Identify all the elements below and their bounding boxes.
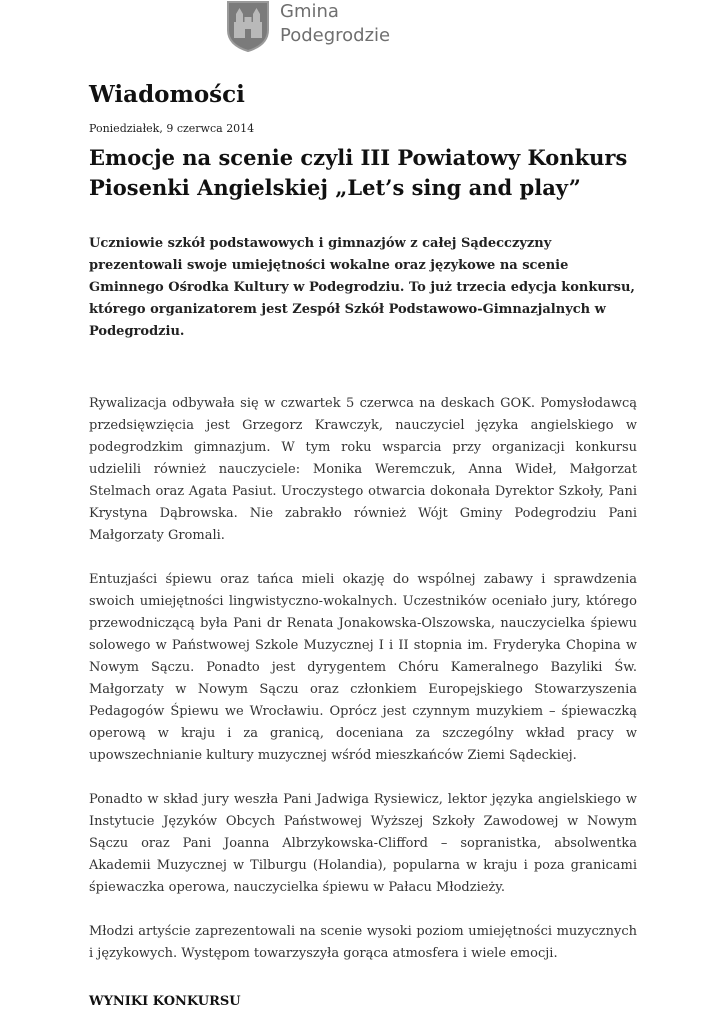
article-paragraph: Rywalizacja odbywała się w czwartek 5 czerwca na deskach GOK. Pomysłodawcą przedsięwzięcia jest Grzegorz Krawczyk, nauczyciel języka angielskiego w podegrodzkim gimnazjum. W tym roku wsparcia przy organizacji konkursu udzielili również nauczyciele: Monika Weremczuk, Anna Wideł, Małgorzat Stelmach oraz Agata Pasiut. Uroczystego otwarcia dokonała Dyrektor Szkoły, Pani Krystyna Dąbrowska. Nie zabrakło również Wójt Gminy Podegrodziu Pani Małgorzaty Gromali.	[89, 396, 637, 543]
site-name-line1: Gmina	[280, 1, 339, 22]
results-heading: WYNIKI KONKURSU	[89, 994, 241, 1009]
site-name-line2: Podegrodzie	[280, 25, 391, 46]
article-date: Poniedziałek, 9 czerwca 2014	[89, 122, 255, 135]
article-paragraph: Młodzi artyście zaprezentowali na scenie wysoki poziom umiejętności muzycznych i językowych. Występom towarzyszyła gorąca atmosfera i wiele emocji.	[89, 924, 637, 961]
article-paragraph: Entuzjaści śpiewu oraz tańca mieli okazję do wspólnej zabawy i sprawdzenia swoich umiejętności lingwistyczno-wokalnych. Uczestników oceniało jury, którego przewodniczącą była Pani dr Renata Jonakowska-Olszowska, nauczycielka śpiewu solowego w Państwowej Szkole Muzycznej I i II stopnia im. Fryderyka Chopina w Nowym Sączu. Ponadto jest dyrygentem Chóru Kameralnego Bazyliki Św. Małgorzaty w Nowym Sączu oraz członkiem Europejskiego Stowarzyszenia Pedagogów Śpiewu we Wrocławiu. Oprócz jest czynnym muzykiem – śpiewaczką operową w kraju i za granicą, doceniana za szczególny wkład pracy w upowszechnianie kultury muzycznej wśród mieszkańców Ziemi Sądeckiej.	[89, 572, 637, 763]
article-title: Emocje na scenie czyli III Powiatowy Konkurs Piosenki Angielskiej „Let’s sing and play”	[89, 145, 628, 200]
article-paragraph: Ponadto w skład jury weszła Pani Jadwiga Rysiewicz, lektor języka angielskiego w Instytucie Języków Obcych Państwowej Wyższej Szkoły Zawodowej w Nowym Sączu oraz Pani Joanna Albrzykowska-Clifford – sopranistka, absolwentka Akademii Muzycznej w Tilburgu (Holandia), popularna w kraju i poza granicami śpiewaczka operowa, nauczycielka śpiewu w Pałacu Młodzieży.	[89, 792, 637, 895]
article-container	[89, 80, 637, 1013]
section-title: Wiadomości	[89, 81, 245, 108]
municipal-crest-icon	[226, 0, 270, 52]
site-name	[280, 0, 390, 48]
site-logo[interactable]	[226, 0, 390, 56]
article-lead: Uczniowie szkół podstawowych i gimnazjów z całej Sądecczyzny prezentowali swoje umiejętności wokalne oraz językowe na scenie Gminnego Ośrodka Kultury w Podegrodziu. To już trzecia edycja konkursu, którego organizatorem jest Zespół Szkół Podstawowo-Gimnazjalnych w Podegrodziu.	[89, 236, 635, 339]
